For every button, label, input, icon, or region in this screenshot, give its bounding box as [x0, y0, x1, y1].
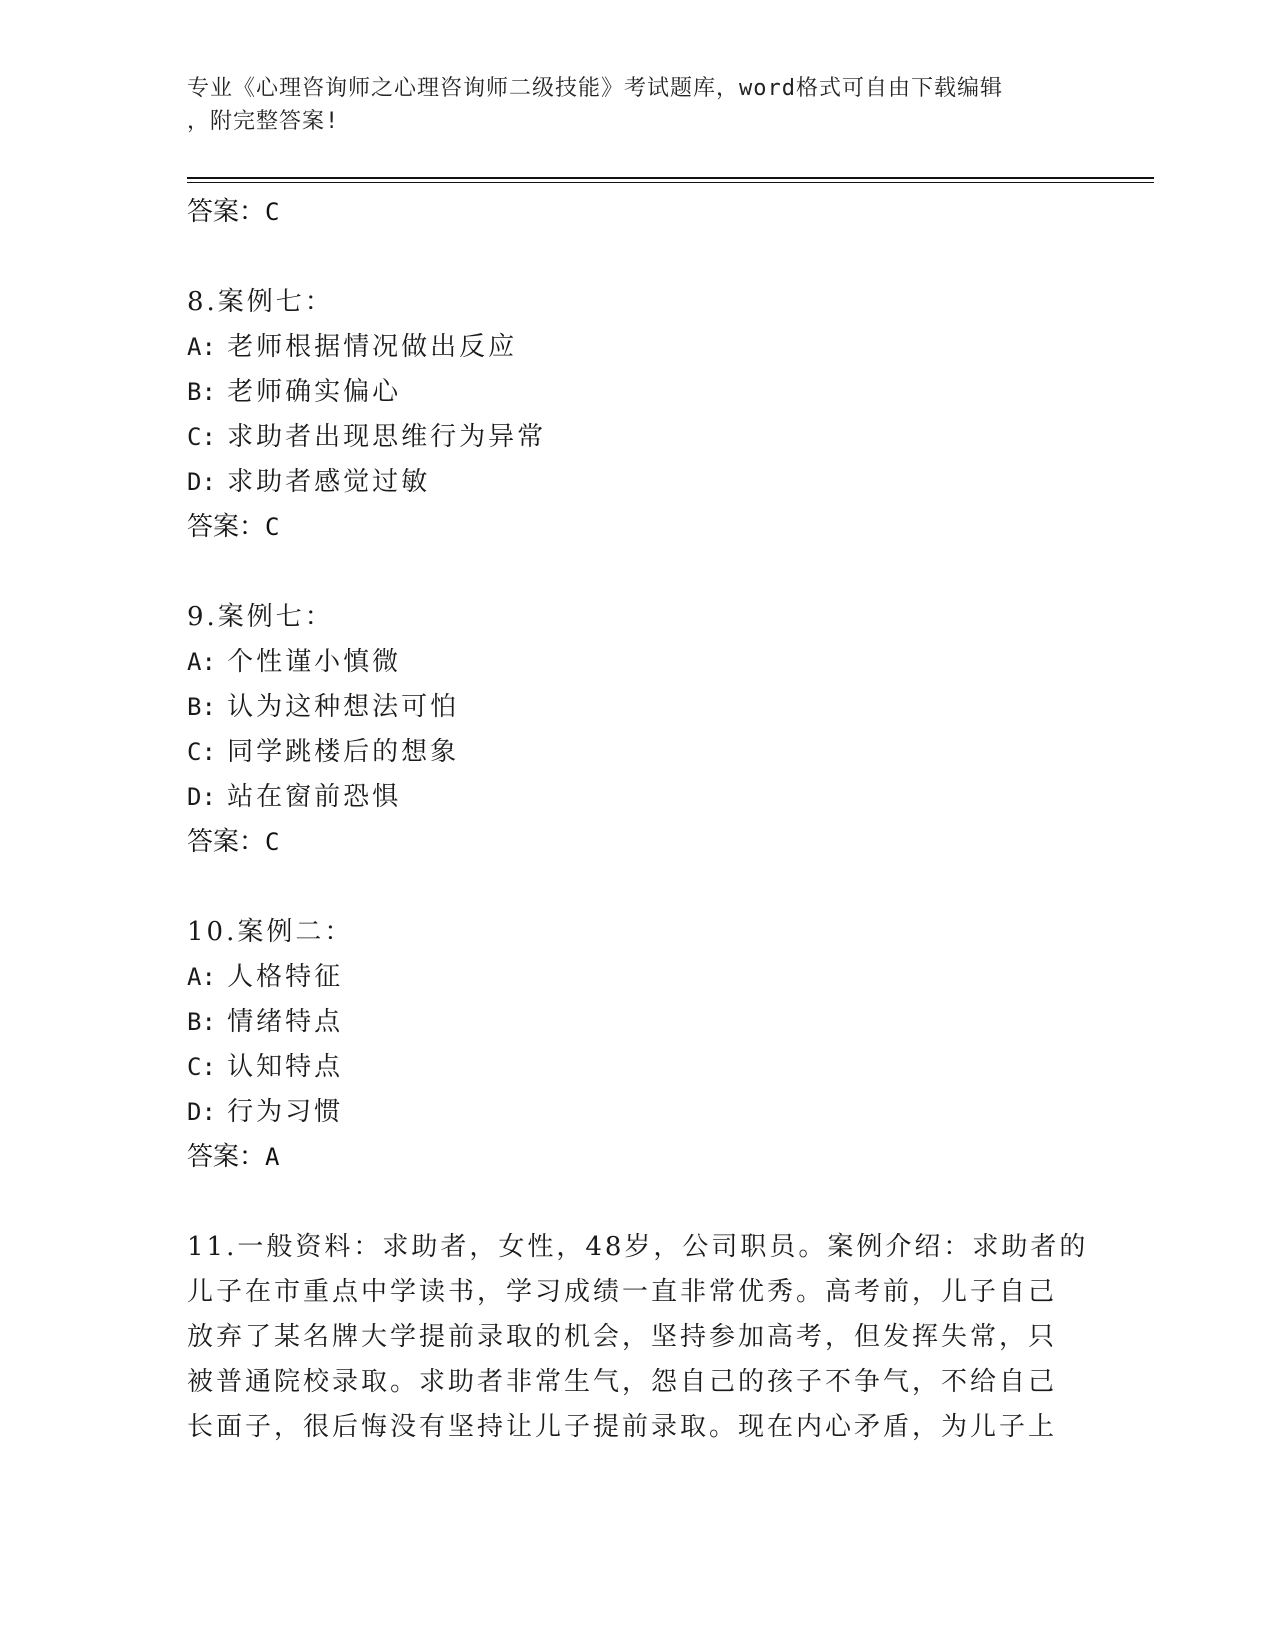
option-text: 老师确实偏心 [227, 377, 402, 407]
option-b [187, 1000, 1087, 1045]
answer-line [187, 1135, 1087, 1180]
answer-value: C [265, 198, 280, 226]
option-letter: C: [187, 1053, 216, 1081]
option-text: 情绪特点 [227, 1007, 344, 1037]
option-letter: D: [187, 783, 216, 811]
paragraph-line: 儿子在市重点中学读书，学习成绩一直非常优秀。高考前，儿子自己 [187, 1277, 1058, 1307]
answer-label: 答案： [187, 827, 266, 857]
question-title: 8.案例七： [187, 287, 334, 317]
option-a [187, 955, 1087, 1000]
paragraph-line: 被普通院校录取。求助者非常生气，怨自己的孩子不争气，不给自己 [187, 1367, 1058, 1397]
option-letter: C: [187, 423, 216, 451]
option-text: 求助者出现思维行为异常 [227, 422, 547, 452]
question-11-paragraph [187, 1225, 1089, 1450]
option-d [187, 775, 1087, 820]
header-line-2: ，附完整答案! [187, 109, 340, 134]
header-divider [187, 177, 1154, 183]
option-b [187, 370, 1087, 415]
option-c [187, 730, 1087, 775]
option-text: 认为这种想法可怕 [227, 692, 460, 722]
option-letter: C: [187, 738, 216, 766]
answer-value: C [265, 513, 280, 541]
option-letter: B: [187, 378, 216, 406]
option-a [187, 325, 1087, 370]
answer-label: 答案： [187, 1142, 266, 1172]
option-text: 认知特点 [227, 1052, 344, 1082]
header-line-1: 专业《心理咨询师之心理咨询师二级技能》考试题库，word格式可自由下载编辑 [187, 76, 1003, 101]
option-text: 个性谨小慎微 [227, 647, 402, 677]
answer-line [187, 820, 1087, 865]
question-9 [187, 595, 1087, 865]
answer-line-q7 [187, 190, 1087, 235]
question-title: 9.案例七： [187, 602, 334, 632]
question-11 [187, 1225, 1087, 1450]
answer-label: 答案： [187, 197, 266, 227]
answer-line [187, 505, 1087, 550]
option-text: 老师根据情况做出反应 [227, 332, 518, 362]
answer-value: A [265, 1143, 280, 1171]
option-letter: A: [187, 963, 216, 991]
option-letter: D: [187, 468, 216, 496]
option-letter: D: [187, 1098, 216, 1126]
option-d [187, 1090, 1087, 1135]
document-body [187, 190, 1087, 1450]
option-c [187, 415, 1087, 460]
option-a [187, 640, 1087, 685]
answer-label: 答案： [187, 512, 266, 542]
question-8 [187, 280, 1087, 550]
paragraph-line: 11.一般资料：求助者，女性，48岁，公司职员。案例介绍：求助者的 [187, 1232, 1089, 1262]
document-header [187, 72, 1087, 138]
option-text: 站在窗前恐惧 [227, 782, 402, 812]
option-text: 求助者感觉过敏 [227, 467, 431, 497]
option-letter: A: [187, 648, 216, 676]
option-c [187, 1045, 1087, 1090]
paragraph-line: 长面子，很后悔没有坚持让儿子提前录取。现在内心矛盾，为儿子上 [187, 1412, 1058, 1442]
option-d [187, 460, 1087, 505]
paragraph-line: 放弃了某名牌大学提前录取的机会，坚持参加高考，但发挥失常，只 [187, 1322, 1058, 1352]
option-letter: A: [187, 333, 216, 361]
option-letter: B: [187, 693, 216, 721]
option-text: 行为习惯 [227, 1097, 344, 1127]
option-b [187, 685, 1087, 730]
question-title: 10.案例二： [187, 917, 354, 947]
answer-value: C [265, 828, 280, 856]
option-text: 同学跳楼后的想象 [227, 737, 460, 767]
option-letter: B: [187, 1008, 216, 1036]
question-10 [187, 910, 1087, 1180]
option-text: 人格特征 [227, 962, 344, 992]
